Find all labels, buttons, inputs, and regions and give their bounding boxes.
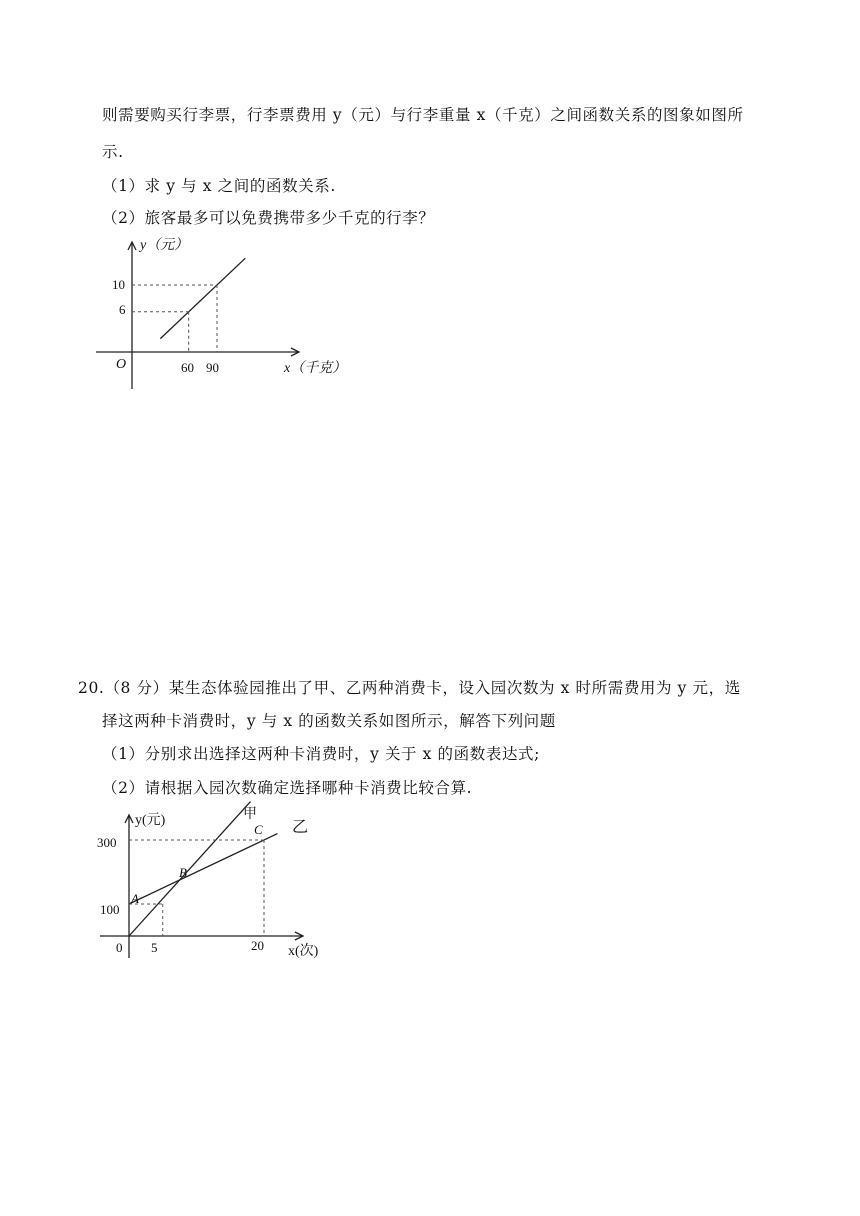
x-axis-arrow	[291, 348, 299, 356]
y-axis-arrow	[125, 815, 133, 823]
series-label-yi: 乙	[292, 819, 309, 836]
y-tick-300: 300	[97, 835, 117, 850]
y-tick-6: 6	[119, 302, 126, 317]
p20-question-1: （1）分别求出选择这两种卡消费时，y 关于 x 的函数表达式;	[102, 745, 540, 763]
point-label-c: C	[254, 822, 263, 837]
p20-question-2: （2）请根据入园次数确定选择哪种卡消费比较合算.	[102, 779, 473, 797]
p20-text-line-2: 择这两种卡消费时，y 与 x 的函数关系如图所示，解答下列问题	[102, 712, 556, 730]
p20-text-line-1: 20.（8 分）某生态体验园推出了甲、乙两种消费卡，设入园次数为 x 时所需费用为 y 元，选	[78, 679, 741, 697]
p19-text-line-2: 示.	[102, 143, 124, 161]
p19-text-line-1: 则需要购买行李票，行李票费用 y（元）与行李重量 x（千克）之间函数关系的图象如图所	[102, 106, 744, 124]
point-label-b: B	[179, 865, 187, 880]
y-axis-label: y（元）	[140, 238, 189, 253]
point-label-a: A	[131, 891, 139, 906]
x-tick-90: 90	[206, 360, 219, 375]
origin-label: 0	[116, 940, 123, 955]
card-yi-line	[129, 834, 278, 904]
p19-question-1: （1）求 y 与 x 之间的函数关系.	[102, 177, 336, 195]
x-tick-20: 20	[251, 938, 264, 953]
y-tick-100: 100	[100, 902, 120, 917]
y-axis-label: y(元)	[135, 813, 166, 828]
origin-label: O	[116, 357, 127, 372]
y-axis-arrow	[128, 242, 136, 250]
x-axis-label: x（千克）	[284, 361, 347, 376]
series-label-jia: 甲	[243, 807, 257, 822]
x-tick-60: 60	[181, 360, 194, 375]
x-axis-label: x(次)	[288, 944, 319, 959]
card-jia-line	[129, 802, 251, 936]
p19-question-2: （2）旅客最多可以免费携带多少千克的行李？	[102, 209, 435, 227]
y-tick-10: 10	[112, 277, 125, 292]
x-tick-5: 5	[151, 940, 158, 955]
fee-line	[160, 258, 245, 338]
x-axis-arrow	[295, 932, 303, 940]
